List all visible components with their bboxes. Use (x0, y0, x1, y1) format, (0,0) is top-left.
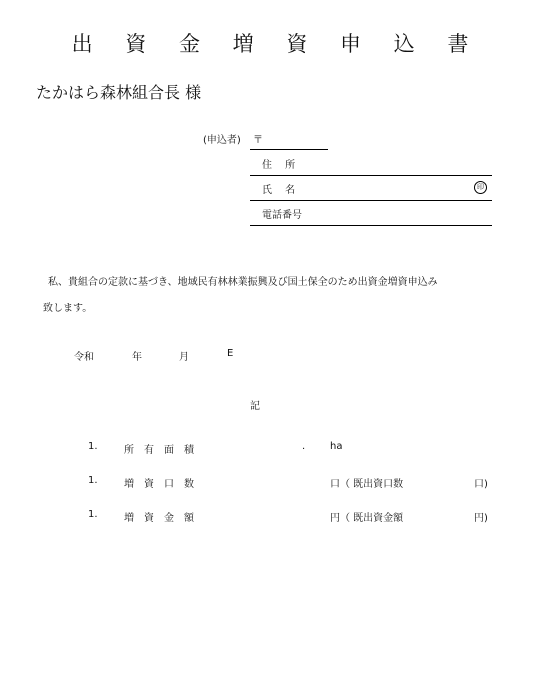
item-3-num: 1. (88, 509, 98, 520)
phone-label: 電話番号 (262, 210, 302, 221)
item-3-paren-end: 円) (474, 513, 488, 524)
address-label: 住 所 (262, 160, 296, 171)
body-line-2: 致します。 (43, 303, 93, 314)
date-year: 年 (132, 352, 142, 363)
date-era: 令和 (74, 352, 94, 363)
item-2-label: 増 資 口 数 (124, 479, 194, 490)
seal-mark: 印 (474, 181, 487, 194)
item-2-unit: 口（ 既出資口数 (330, 479, 404, 490)
addressee: たかはら森林組合長 様 (36, 83, 202, 102)
phone-line[interactable] (250, 225, 492, 226)
body-line-1: 私、貴組合の定款に基づき、地域民有林林業振興及び国土保全のため出資金増資申込み (48, 277, 438, 288)
item-1-decimal: . (302, 441, 306, 452)
item-2-num: 1. (88, 475, 98, 486)
postal-mark: 〒 (253, 135, 263, 146)
name-line[interactable] (250, 200, 492, 201)
item-1-num: 1. (88, 441, 98, 452)
date-month: 月 (179, 352, 189, 363)
item-1-label: 所 有 面 積 (124, 445, 194, 456)
item-2-paren-end: 口) (474, 479, 488, 490)
applicant-label: (申込者) (203, 135, 241, 146)
name-label: 氏 名 (262, 185, 296, 196)
item-1-unit: ha (330, 441, 343, 452)
item-3-label: 増 資 金 額 (124, 513, 194, 524)
postal-line (250, 149, 328, 150)
ki-heading: 記 (250, 401, 260, 412)
address-line[interactable] (250, 175, 492, 176)
document-title: 出 資 金 増 資 申 込 書 (71, 32, 482, 56)
date-day: E (227, 348, 234, 359)
item-3-unit: 円（ 既出資金額 (330, 513, 404, 524)
